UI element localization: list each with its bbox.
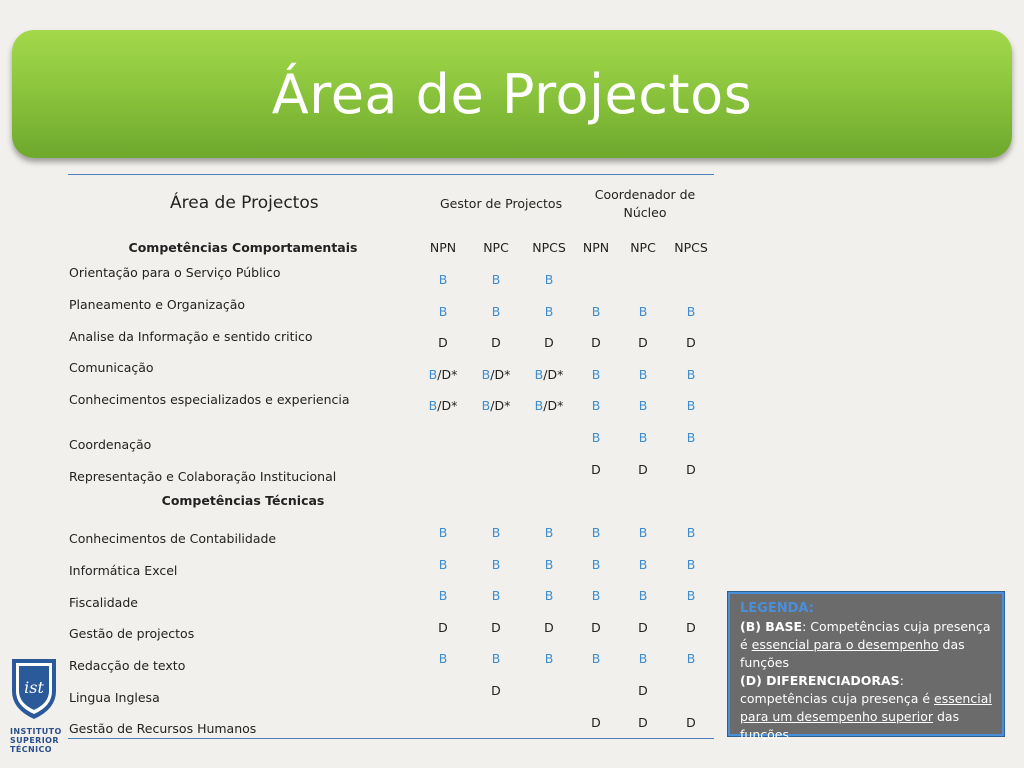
table-cell: B bbox=[544, 272, 554, 287]
row-label: Fiscalidade bbox=[69, 595, 138, 610]
table-cell: B bbox=[544, 651, 554, 666]
table-cell: B bbox=[491, 272, 501, 287]
table-cell: B bbox=[491, 557, 501, 572]
table-cell: B bbox=[438, 304, 448, 319]
table-area-header: Área de Projectos bbox=[170, 193, 319, 213]
row-label: Analise da Informação e sentido critico bbox=[69, 329, 313, 344]
table-cell: B bbox=[544, 588, 554, 603]
row-label: Gestão de Recursos Humanos bbox=[69, 721, 257, 736]
table-cell: B bbox=[591, 651, 601, 666]
title-bar bbox=[12, 30, 1012, 158]
table-cell: B bbox=[686, 525, 696, 540]
legend-base-key: (B) BASE bbox=[740, 619, 803, 634]
table-cell: B bbox=[438, 557, 448, 572]
table-cell: B/D* bbox=[534, 398, 564, 413]
table-cell: D bbox=[438, 620, 448, 635]
legend-dif-key: (D) DIFERENCIADORAS bbox=[740, 673, 900, 688]
table-cell: B bbox=[638, 557, 648, 572]
table-top-rule bbox=[68, 174, 714, 175]
table-cell: D bbox=[544, 620, 554, 635]
legend-base-pre: : Competências cuja presença é bbox=[740, 619, 991, 652]
table-cell: D bbox=[491, 683, 501, 698]
table-cell: B bbox=[591, 557, 601, 572]
table-cell: B bbox=[591, 588, 601, 603]
row-label: Orientação para o Serviço Público bbox=[69, 265, 281, 280]
table-cell: D bbox=[638, 620, 648, 635]
table-cell: B bbox=[491, 588, 501, 603]
row-label: Conhecimentos de Contabilidade bbox=[69, 531, 277, 546]
row-label: Planeamento e Organização bbox=[69, 297, 246, 312]
table-cell: B/D* bbox=[428, 367, 458, 382]
table-cell: B bbox=[638, 398, 648, 413]
legend-box bbox=[728, 592, 1004, 742]
table-cell: B bbox=[438, 272, 448, 287]
table-cell: D bbox=[591, 335, 601, 350]
table-cell: B bbox=[638, 430, 648, 445]
table-cell: B bbox=[544, 525, 554, 540]
table-cell: B bbox=[591, 430, 601, 445]
table-cell: B bbox=[544, 557, 554, 572]
table-cell: D bbox=[686, 715, 696, 730]
table-cell: B bbox=[686, 588, 696, 603]
table-cell: D bbox=[638, 683, 648, 698]
row-label: Representação e Colaboração Institucional bbox=[69, 469, 337, 484]
table-cell: D bbox=[438, 335, 448, 350]
table-cell: B bbox=[438, 588, 448, 603]
group-header-gestor: Gestor de Projectos bbox=[440, 196, 563, 211]
table-cell: D bbox=[591, 620, 601, 635]
legend-base-post: das funções bbox=[740, 637, 965, 670]
table-cell: B bbox=[638, 525, 648, 540]
table-cell: B bbox=[591, 304, 601, 319]
table-cell: B bbox=[438, 651, 448, 666]
table-cell: B bbox=[491, 304, 501, 319]
table-cell: B bbox=[686, 557, 696, 572]
ist-shield-icon bbox=[10, 657, 58, 721]
table-cell: B bbox=[491, 525, 501, 540]
table-cell: B bbox=[491, 651, 501, 666]
section-header-tecnicas: Competências Técnicas bbox=[161, 493, 325, 508]
row-label: Comunicação bbox=[69, 360, 154, 375]
legend-dif-underline: essencial para um desempenho superior bbox=[740, 691, 992, 724]
table-cell: B bbox=[638, 367, 648, 382]
table-cell: D bbox=[638, 335, 648, 350]
table-cell: B bbox=[638, 588, 648, 603]
table-cell: B bbox=[638, 304, 648, 319]
ist-logo bbox=[10, 657, 62, 754]
table-cell: B/D* bbox=[428, 398, 458, 413]
table-cell: B bbox=[544, 304, 554, 319]
legend-dif bbox=[740, 672, 994, 744]
row-label: Lingua Inglesa bbox=[69, 690, 160, 705]
logo-line-1: INSTITUTO bbox=[10, 727, 62, 736]
table-cell: B bbox=[591, 525, 601, 540]
table-cell: D bbox=[591, 715, 601, 730]
table-cell: D bbox=[638, 462, 648, 477]
legend-dif-post: das funções bbox=[740, 709, 960, 742]
logo-line-3: TÉCNICO bbox=[10, 745, 52, 754]
slide-title: Área de Projectos bbox=[271, 62, 753, 126]
row-label: Redacção de texto bbox=[69, 658, 186, 673]
table-cell: B/D* bbox=[481, 398, 511, 413]
group-header-coordenador bbox=[590, 186, 700, 222]
logo-line-2: SUPERIOR bbox=[10, 736, 59, 745]
table-cell: B bbox=[438, 525, 448, 540]
col-header-npn-2: NPN bbox=[582, 240, 610, 255]
table-cell: B bbox=[686, 367, 696, 382]
table-cell: D bbox=[638, 715, 648, 730]
table-cell: B bbox=[686, 651, 696, 666]
col-header-npc-1: NPC bbox=[483, 240, 509, 255]
legend-base bbox=[740, 618, 994, 672]
legend-base-underline: essencial para o desempenho bbox=[751, 637, 939, 652]
table-cell: D bbox=[686, 335, 696, 350]
ist-logo-text bbox=[10, 727, 62, 754]
table-cell: D bbox=[491, 620, 501, 635]
table-cell: D bbox=[544, 335, 554, 350]
group-header-coordenador-line2: Núcleo bbox=[623, 205, 667, 220]
legend-title: LEGENDA: bbox=[740, 601, 814, 616]
table-cell: B bbox=[638, 651, 648, 666]
table-cell: B bbox=[591, 367, 601, 382]
table-cell: B bbox=[686, 430, 696, 445]
group-header-coordenador-line1: Coordenador de bbox=[594, 187, 696, 202]
table-bottom-rule bbox=[68, 738, 714, 739]
row-label: Conhecimentos especializados e experiencia bbox=[69, 392, 350, 407]
row-label: Gestão de projectos bbox=[69, 626, 195, 641]
table-cell: B bbox=[686, 398, 696, 413]
col-header-npcs-2: NPCS bbox=[674, 240, 708, 255]
table-cell: D bbox=[686, 620, 696, 635]
section-header-comportamentais: Competências Comportamentais bbox=[128, 240, 358, 255]
table-cell: D bbox=[491, 335, 501, 350]
legend-dif-pre: : competências cuja presença é bbox=[740, 673, 935, 706]
table-cell: B bbox=[686, 304, 696, 319]
table-cell: D bbox=[686, 462, 696, 477]
col-header-npcs-1: NPCS bbox=[532, 240, 566, 255]
table-cell: B/D* bbox=[534, 367, 564, 382]
row-label: Informática Excel bbox=[69, 563, 178, 578]
table-cell: D bbox=[591, 462, 601, 477]
col-header-npc-2: NPC bbox=[630, 240, 656, 255]
svg-text:ist: ist bbox=[24, 678, 44, 697]
row-label: Coordenação bbox=[69, 437, 152, 452]
col-header-npn-1: NPN bbox=[429, 240, 457, 255]
table-cell: B/D* bbox=[481, 367, 511, 382]
table-cell: B bbox=[591, 398, 601, 413]
